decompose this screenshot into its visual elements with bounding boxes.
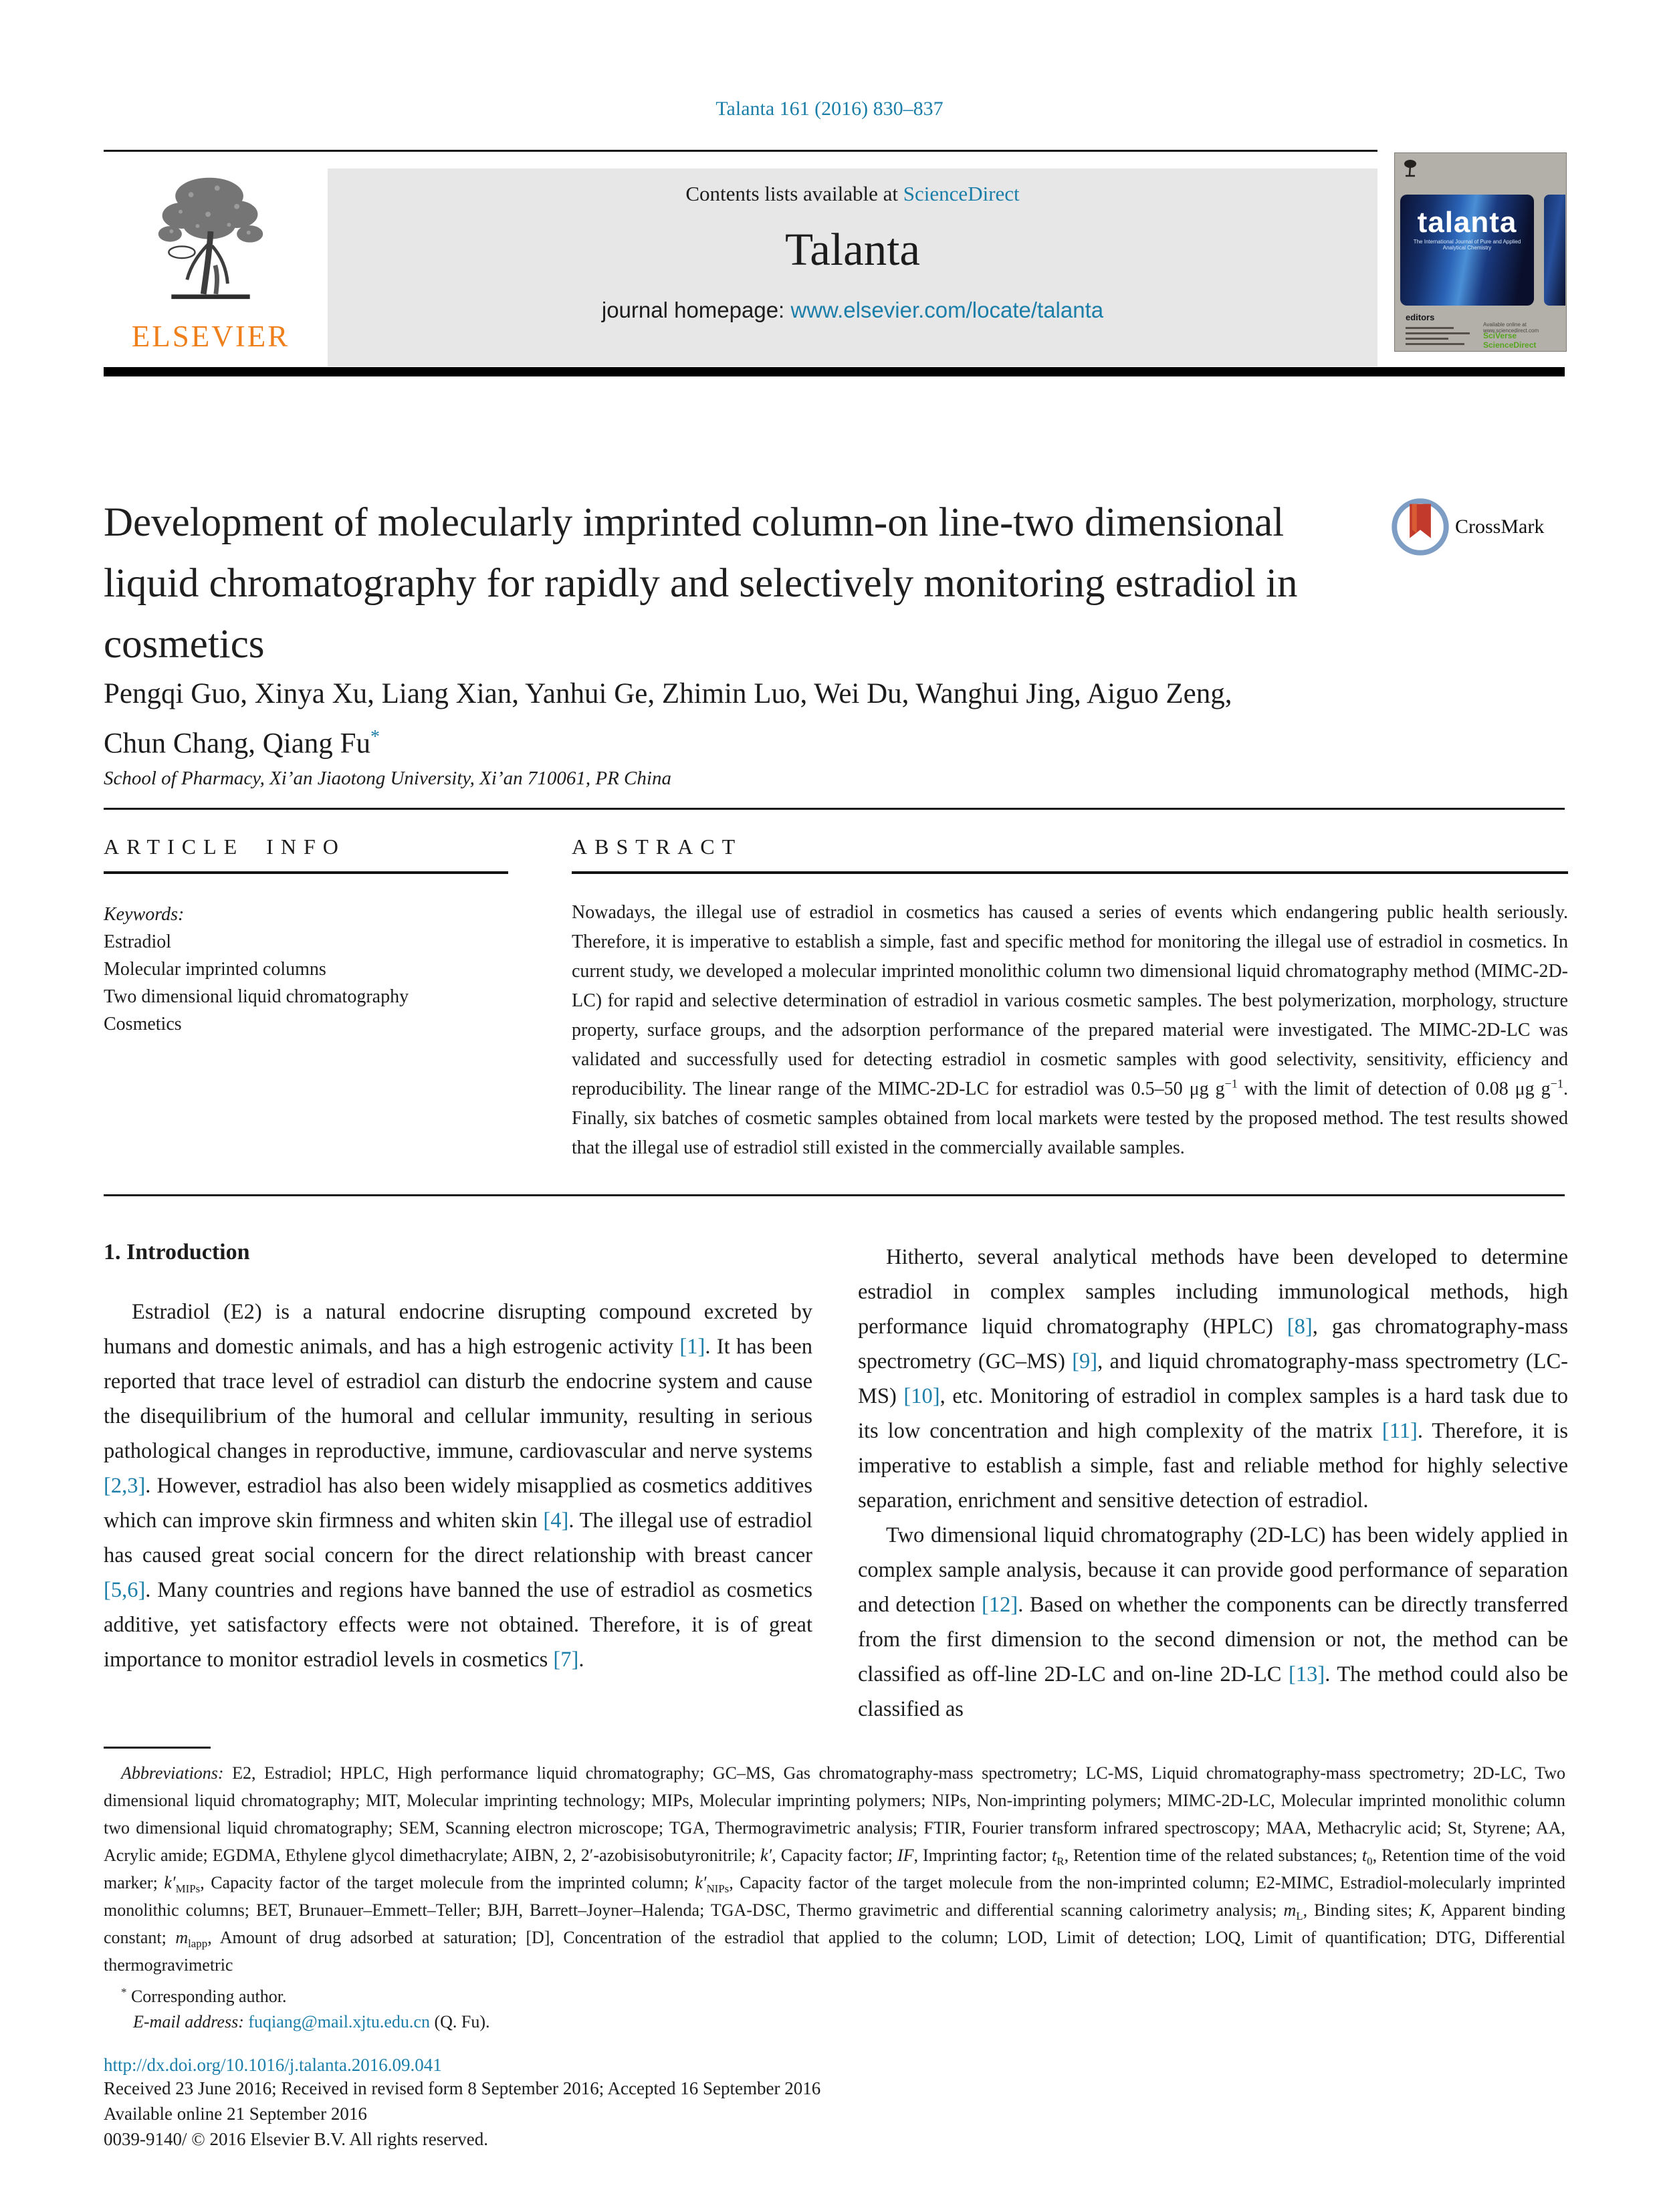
corresponding-author-asterisk-link[interactable]: * [370,726,380,747]
authors-line-2: Chun Chang, Qiang Fu [104,728,370,760]
author-list [104,673,1474,765]
text-segment: , etc. Monitoring of estradiol in complex samples is a hard task due to its low concentration and high complexity of the matrix [858,1384,1568,1443]
citation-link[interactable]: [2,3] [104,1474,146,1498]
text-segment: E2, Estradiol; HPLC, High performance liquid chromatography; GC–MS, Gas chromatography-mass spectrometry; LC-MS, Liquid chromatography-mass spectrometry; 2D-LC, Two dimensional liquid chromatography; MIT, Molecular imprinting technology; MIPs, Molecular imprinting polymers; NIPs, Non-imprinting polymers; MIMC-2D-LC, Molecular imprinted monolithic column two dimensional liquid chromatography; SEM, Scanning electron microscope; TGA, Thermogravimetric analysis; FTIR, Fourier transform infrared spectroscopy; MAA, Methacrylic acid; St, Styrene; AA, Acrylic amide; EGDMA, Ethylene glycol dimethacrylate; AIBN, 2, 2′-azobisisobutyronitrile; [104,1763,1565,1865]
contents-line [328,182,1377,206]
text-segment: . It has been reported that trace level of estradiol can disturb the endocrine system and cause the disequilibrium of the humoral and cellular immunity, resulting in serious pathological changes in reproductive, immune, cardiovascular and nerve systems [104,1335,812,1463]
text-segment: , gas chromatography-mass spectrometry (GC–MS) [858,1315,1568,1373]
citation-link[interactable]: [11] [1381,1419,1418,1443]
footnote-rule [104,1747,211,1749]
abstract-bottom-rule [104,1194,1565,1196]
text-segment: t [1052,1846,1057,1865]
keyword-item: Two dimensional liquid chromatography [104,986,409,1007]
cover-elsevier-mark-icon [1402,158,1419,179]
body-column-left [104,1240,812,1677]
text-segment: MIPs [175,1882,201,1896]
text-segment: , Retention time of the related substances; [1064,1846,1362,1865]
keyword-item: Molecular imprinted columns [104,959,326,980]
text-segment: lapp [188,1937,208,1951]
text-segment: , and liquid chromatography-mass spectrometry (LC-MS) [858,1349,1568,1408]
cover-available-online: Available online at www.sciencedirect.com [1483,322,1539,334]
journal-citation-header: Talanta 161 (2016) 830–837 [715,98,944,120]
text-segment: E-mail address: [133,2012,244,2031]
homepage-line [328,298,1377,323]
text-segment: . [578,1648,584,1672]
abstract-column [572,835,1568,1163]
inline-link[interactable]: fuqiang@mail.xjtu.edu.cn [248,2012,430,2031]
citation-link[interactable]: [8] [1287,1315,1313,1339]
text-segment: t [1361,1846,1367,1865]
intro-paragraph [858,1240,1568,1518]
sciencedirect-link[interactable]: ScienceDirect [903,182,1020,205]
journal-homepage-link[interactable]: www.elsevier.com/locate/talanta [790,298,1104,322]
received-dates-line: Received 23 June 2016; Received in revised form 8 September 2016; Accepted 16 September 2016 [104,2078,821,2098]
text-segment: −1 [1224,1077,1238,1091]
crossmark-badge[interactable] [1391,496,1598,558]
doi-link[interactable]: http://dx.doi.org/10.1016/j.talanta.2016.09.041 [104,2055,442,2075]
text-segment: 0 [1367,1855,1373,1868]
text-segment: Nowadays, the illegal use of estradiol in cosmetics has caused a series of events which endangering public health seriously. Therefore, it is imperative to establish a simple, fast and specific method for monitoring the illegal use of estradiol in cosmetics. In current study, we developed a molecular imprinted monolithic column two dimensional liquid chromatography method (MIMC-2D-LC) for rapid and selective determination of estradiol in various cosmetic samples. The best polymerization, morphology, structure property, surface groups, and the adsorption performance of the prepared material were investigated. The MIMC-2D-LC was validated and successfully used for detecting estradiol in cosmetic samples with good selectivity, sensitivity, efficiency and reproducibility. The linear range of the MIMC-2D-LC for estradiol was 0.5–50 μg g [572,902,1568,1099]
section-heading-introduction: 1. Introduction [104,1240,250,1264]
available-online-line: Available online 21 September 2016 [104,2104,367,2124]
cover-art [1400,195,1534,306]
text-segment: , Apparent binding constant; [104,1900,1565,1947]
text-segment: . Many countries and regions have banned the use of estradiol as cosmetics additive, yet satisfactory effects were not obtained. Therefore, it is of great importance to monitor estradiol levels in cosmetics [104,1578,812,1672]
text-segment: , Capacity factor of the target molecule from the imprinted column; [200,1873,695,1892]
authors-line-1: Pengqi Guo, Xinya Xu, Liang Xian, Yanhui Ge, Zhimin Luo, Wei Du, Wanghui Jing, Aiguo Zeng, [104,678,1232,709]
citation-link[interactable]: [4] [543,1509,569,1533]
text-segment: . Finally, six batches of cosmetic samples obtained from local markets were tested by the proposed method. The test results showed that the illegal use of estradiol still existed in the commercially available samples. [572,1079,1568,1158]
body-column-right [858,1240,1568,1727]
text-segment: Abbreviations: [121,1763,224,1783]
text-segment: Estradiol (E2) is a natural endocrine disrupting compound excreted by humans and domestic animals, and has a high estrogenic activity [104,1300,812,1359]
issn-copyright-line: 0039-9140/ © 2016 Elsevier B.V. All rights reserved. [104,2129,488,2149]
cover-editor-names-bars [1406,327,1475,348]
intro-paragraph [858,1518,1568,1727]
elsevier-tree-icon [127,169,294,319]
cover-subtitle: The International Journal of Pure and Applied Analytical Chemistry [1413,239,1521,251]
text-segment: Hitherto, several analytical methods have been developed to determine estradiol in complex samples including immunological methods, high performance liquid chromatography (HPLC) [858,1245,1568,1339]
abstract-rule [572,871,1568,874]
text-segment: , Retention time of the void marker; [104,1846,1565,1892]
citation-link[interactable]: [9] [1072,1349,1098,1373]
text-segment: L [1296,1910,1303,1923]
text-segment: −1 [1550,1077,1563,1091]
email-address-line [133,2012,1565,2032]
text-segment: . The illegal use of estradiol has caused great social concern for the direct relationship with breast cancer [104,1509,812,1567]
author-affiliation: School of Pharmacy, Xi’an Jiaotong University, Xi’an 710061, PR China [104,768,671,789]
keyword-item: Estradiol [104,931,172,952]
citation-link[interactable]: [12] [982,1593,1018,1617]
elsevier-logo[interactable] [104,169,318,366]
abbreviations-footnote [104,1759,1565,1979]
article-title: Development of molecularly imprinted column-on line-two dimensional liquid chromatography for rapidly and selectively monitoring estradiol in cosmetics [104,500,1298,667]
citation-link[interactable]: [13] [1289,1662,1325,1686]
text-segment: m [175,1928,189,1947]
abstract-text [572,898,1568,1163]
keywords-label: Keywords: [104,904,185,925]
abstract-heading: ABSTRACT [572,835,743,859]
text-segment: , Imprinting factor; [913,1846,1053,1865]
text-segment: Two dimensional liquid chromatography (2D-LC) has been widely applied in complex sample analysis, because it can provide good performance of separation and detection [858,1523,1568,1617]
text-segment: * [121,1985,127,1999]
header-top-rule [104,150,1377,152]
homepage-prefix: journal homepage: [601,298,791,322]
journal-cover-thumbnail[interactable] [1394,152,1567,352]
corresponding-author-note [121,1987,1565,2007]
text-segment: k′ [760,1846,772,1865]
text-segment: (Q. Fu). [429,2012,490,2031]
citation-link[interactable]: [1] [679,1335,705,1359]
crossmark-icon [1391,497,1450,556]
text-segment: Corresponding author. [126,1987,287,2006]
cover-editors-label: editors [1406,312,1435,322]
text-segment: , Binding sites; [1303,1900,1420,1920]
citation-link[interactable]: [5,6] [104,1578,146,1602]
keyword-item: Cosmetics [104,1014,182,1034]
text-segment: IF [897,1846,914,1865]
text-segment: , Amount of drug adsorbed at saturation; [D], Concentration of the estradiol that applied to the column; LOD, Limit of detection; LOQ, Limit of quantification; DTG, Differential thermogravimetric [104,1928,1565,1975]
text-segment: m [1283,1900,1297,1920]
cover-art-strip [1544,195,1565,306]
article-info-rule [104,871,508,874]
text-segment: with the limit of detection of 0.08 μg g [1237,1079,1551,1099]
text-segment: , Capacity factor of the target molecule from the non-imprinted column; E2-MIMC, Estradiol-molecularly imprinted monolithic columns; BET, Brunauer–Emmett–Teller; BJH, Barrett–Joyner–Halenda; TGA-DSC, Thermo gravimetric and differential scanning calorimetry analysis; [104,1873,1566,1920]
intro-paragraph [104,1295,812,1677]
journal-banner-title: Talanta [784,224,921,275]
text-segment: . Based on whether the components can be directly transferred from the first dimension to the second dimension or not, the method can be classified as off-line 2D-LC and on-line 2D-LC [858,1593,1568,1686]
text-segment: . However, estradiol has also been widely misapplied as cosmetics additives which can improve skin firmness and whiten skin [104,1474,812,1533]
text-segment: k′ [695,1873,707,1892]
text-segment: NIPs [706,1882,730,1896]
contents-prefix: Contents lists available at [685,182,903,205]
sciverse-sciencedirect-logo: SciVerse ScienceDirect [1483,331,1537,350]
cover-journal-title: talanta [1417,206,1517,239]
article-info-heading: ARTICLE INFO [104,835,346,859]
text-segment: R [1057,1855,1065,1868]
journal-banner-panel [328,169,1377,366]
banner-bottom-bar [104,367,1565,376]
text-segment: . Therefore, it is imperative to establish a simple, fast and reliable method for highly selective separation, enrichment and sensitive detection of estradiol. [858,1419,1568,1513]
text-segment: . The method could also be classified as [858,1662,1568,1721]
crossmark-label: CrossMark [1455,516,1545,538]
text-segment: k′ [164,1873,176,1892]
elsevier-wordmark: ELSEVIER [131,320,290,353]
text-segment: , Capacity factor; [772,1846,897,1865]
text-segment: K [1419,1900,1431,1920]
title-block-rule [104,808,1565,810]
citation-link[interactable]: [7] [553,1648,579,1672]
citation-link[interactable]: [10] [903,1384,940,1408]
footnote-zone [104,1747,1565,2152]
article-info-column [104,835,508,1038]
